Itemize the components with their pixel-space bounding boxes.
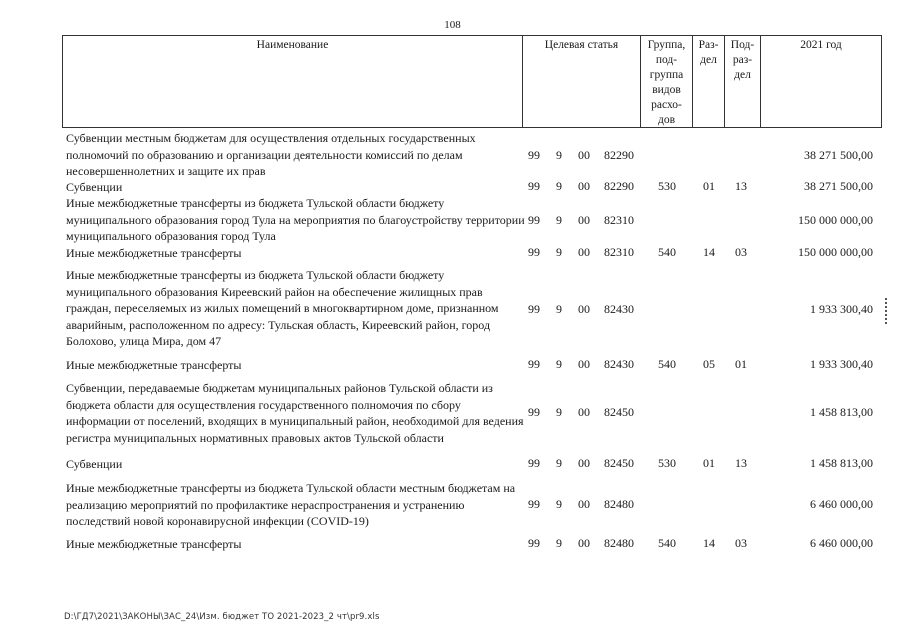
amount: 150 000 000,00 bbox=[798, 245, 873, 259]
target-code-2: 9 bbox=[556, 405, 562, 419]
target-code-4: 82450 bbox=[604, 405, 634, 419]
amount: 6 460 000,00 bbox=[810, 536, 873, 550]
target-code-1: 99 bbox=[528, 302, 540, 316]
target-code-4: 82480 bbox=[604, 497, 634, 511]
target-code-3: 00 bbox=[578, 179, 590, 193]
amount: 38 271 500,00 bbox=[804, 148, 873, 162]
target-code-2: 9 bbox=[556, 148, 562, 162]
page-number: 108 bbox=[444, 19, 461, 31]
target-code-1: 99 bbox=[528, 497, 540, 511]
target-code-3: 00 bbox=[578, 536, 590, 550]
target-code-1: 99 bbox=[528, 148, 540, 162]
target-code-3: 00 bbox=[578, 302, 590, 316]
target-code-1: 99 bbox=[528, 536, 540, 550]
amount: 6 460 000,00 bbox=[810, 497, 873, 511]
target-code-4: 82450 bbox=[604, 456, 634, 470]
target-code-4: 82430 bbox=[604, 357, 634, 371]
target-code-4: 82290 bbox=[604, 148, 634, 162]
row-name: Субвенции, передаваемые бюджетам муниципальных районов Тульской области из бюджета области для осуществления государственного полномочия по сбору информации от поселений, входящих в муниципальный район, необходимой для ведения регистра муниципальных нормативных правовых актов Тульской области bbox=[66, 381, 524, 445]
amount: 1 458 813,00 bbox=[810, 456, 873, 470]
file-path-footer: D:\ГД7\2021\ЗАКОНЫ\ЗАС_24\Изм. бюджет ТО 2021-2023_2 чт\pr9.xls bbox=[64, 612, 380, 622]
target-code-3: 00 bbox=[578, 456, 590, 470]
row-name: Иные межбюджетные трансферты bbox=[66, 358, 242, 372]
subsection-code: 03 bbox=[735, 245, 747, 259]
target-code-4: 82310 bbox=[604, 213, 634, 227]
group-code: 530 bbox=[658, 456, 676, 470]
header-year: 2021 год bbox=[760, 35, 882, 128]
target-code-3: 00 bbox=[578, 213, 590, 227]
target-code-1: 99 bbox=[528, 405, 540, 419]
target-code-2: 9 bbox=[556, 302, 562, 316]
group-code: 530 bbox=[658, 179, 676, 193]
amount: 1 458 813,00 bbox=[810, 405, 873, 419]
target-code-2: 9 bbox=[556, 245, 562, 259]
row-name: Иные межбюджетные трансферты из бюджета Тульской области бюджету муниципального образования город Тула на мероприятия по благоустройству территории муниципального образования город Тула bbox=[66, 196, 525, 243]
section-code: 14 bbox=[703, 245, 715, 259]
section-code: 05 bbox=[703, 357, 715, 371]
subsection-code: 13 bbox=[735, 456, 747, 470]
header-section: Раз- дел bbox=[692, 35, 724, 128]
target-code-3: 00 bbox=[578, 148, 590, 162]
row-name: Иные межбюджетные трансферты bbox=[66, 537, 242, 551]
target-code-3: 00 bbox=[578, 497, 590, 511]
target-code-2: 9 bbox=[556, 497, 562, 511]
group-code: 540 bbox=[658, 536, 676, 550]
scan-mark bbox=[885, 298, 891, 324]
row-name: Субвенции bbox=[66, 457, 123, 471]
target-code-2: 9 bbox=[556, 456, 562, 470]
row-name: Иные межбюджетные трансферты bbox=[66, 246, 242, 260]
target-code-4: 82430 bbox=[604, 302, 634, 316]
header-target: Целевая статья bbox=[522, 35, 640, 128]
target-code-4: 82480 bbox=[604, 536, 634, 550]
amount: 1 933 300,40 bbox=[810, 302, 873, 316]
group-code: 540 bbox=[658, 357, 676, 371]
target-code-2: 9 bbox=[556, 213, 562, 227]
target-code-2: 9 bbox=[556, 536, 562, 550]
row-name: Субвенции bbox=[66, 180, 123, 194]
section-code: 14 bbox=[703, 536, 715, 550]
target-code-1: 99 bbox=[528, 456, 540, 470]
header-group: Группа, под- группа видов расхо- дов bbox=[640, 35, 692, 128]
section-code: 01 bbox=[703, 456, 715, 470]
header-name: Наименование bbox=[62, 35, 522, 128]
target-code-3: 00 bbox=[578, 357, 590, 371]
target-code-4: 82310 bbox=[604, 245, 634, 259]
subsection-code: 03 bbox=[735, 536, 747, 550]
subsection-code: 13 bbox=[735, 179, 747, 193]
target-code-2: 9 bbox=[556, 357, 562, 371]
target-code-3: 00 bbox=[578, 405, 590, 419]
row-name: Иные межбюджетные трансферты из бюджета Тульской области местным бюджетам на реализацию мероприятий по профилактике нераспространения и устранению последствий новой коронавирусной инфекции (COVID-19) bbox=[66, 481, 516, 528]
target-code-1: 99 bbox=[528, 213, 540, 227]
amount: 150 000 000,00 bbox=[798, 213, 873, 227]
row-name: Субвенции местным бюджетам для осуществления отдельных государственных полномочий по образованию и организации деятельности комиссий по делам несовершеннолетних и защите их прав bbox=[66, 131, 476, 178]
row-name: Иные межбюджетные трансферты из бюджета Тульской области бюджету муниципального образования Киреевский район на обеспечение жилищных прав граждан, переселяемых из жилых помещений в многоквартирном доме, признанном аварийным, расположенном по адресу: Тульская область, Киреевский район, город Болохово, улица Мира, дом 47 bbox=[66, 268, 499, 348]
header-subsection: Под- раз- дел bbox=[724, 35, 760, 128]
amount: 38 271 500,00 bbox=[804, 179, 873, 193]
target-code-3: 00 bbox=[578, 245, 590, 259]
target-code-4: 82290 bbox=[604, 179, 634, 193]
target-code-2: 9 bbox=[556, 179, 562, 193]
target-code-1: 99 bbox=[528, 245, 540, 259]
group-code: 540 bbox=[658, 245, 676, 259]
target-code-1: 99 bbox=[528, 179, 540, 193]
section-code: 01 bbox=[703, 179, 715, 193]
target-code-1: 99 bbox=[528, 357, 540, 371]
amount: 1 933 300,40 bbox=[810, 357, 873, 371]
subsection-code: 01 bbox=[735, 357, 747, 371]
